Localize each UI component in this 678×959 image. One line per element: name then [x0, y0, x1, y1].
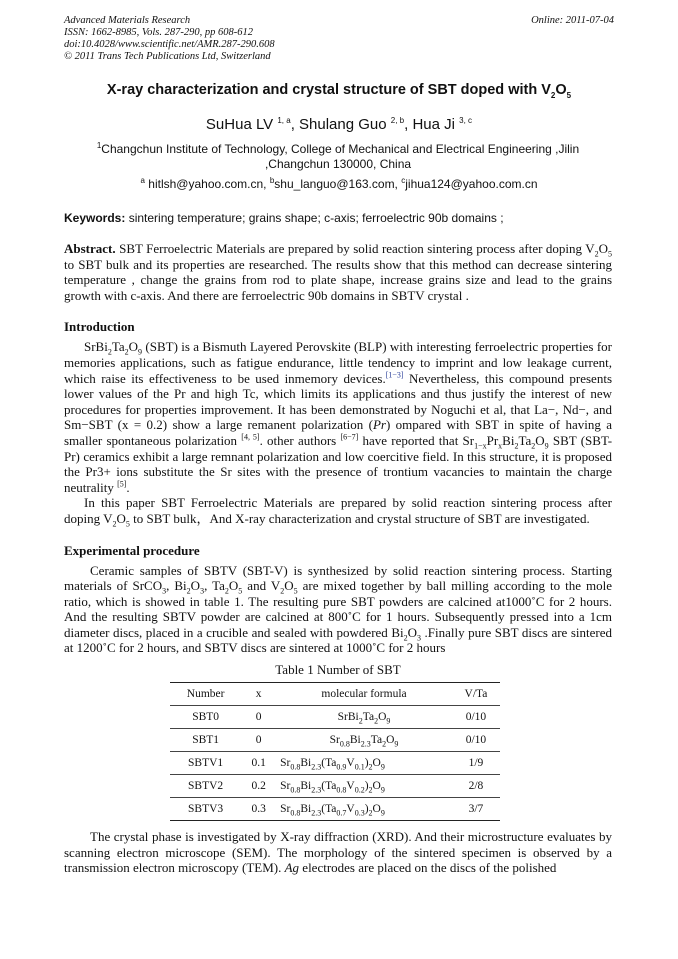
- b-text: Abstract.: [64, 241, 116, 256]
- text-run: O: [535, 432, 545, 448]
- text-run: V: [346, 803, 355, 816]
- section-heading-introduction: Introduction: [64, 319, 135, 335]
- text-run: , Shulang Guo: [290, 116, 391, 133]
- text-run: O: [555, 82, 567, 98]
- sub-text: 0.2: [354, 785, 365, 795]
- sub-text: 5: [566, 90, 572, 100]
- cell-vta: 1/9: [452, 752, 500, 775]
- sub-text: 2: [368, 762, 373, 772]
- sub-text: 0.8: [290, 762, 301, 772]
- experimental-paragraph-2: [64, 829, 612, 876]
- text-run: O: [284, 578, 294, 594]
- text-run: and V: [242, 578, 281, 594]
- sub-text: 9: [394, 739, 399, 749]
- table-row: [170, 798, 500, 821]
- text-run: Changchun Institute of Technology, College of Mechanical and Electrical Engineering ,Jilin ,Changchun 130000, China: [101, 142, 580, 171]
- text-run: have reported that Sr: [358, 432, 475, 448]
- intro-paragraph-2: [64, 495, 612, 529]
- text-run: O: [378, 711, 387, 724]
- sup-text: b: [269, 176, 275, 185]
- text-run: electrodes are placed on the discs of the polished: [299, 860, 557, 876]
- text-run: ): [364, 757, 369, 770]
- sub-text: 2: [368, 785, 373, 795]
- text-run: to SBT bulk，And X-ray characterization and crystal structure of SBT are investigated.: [129, 510, 590, 526]
- citation: [1−3]: [385, 370, 404, 380]
- text-run: The crystal phase is investigated by X-ray diffraction (XRD). And their microstructure evaluates by scanning electron microscope (SEM). The morphology of the sintered specimen is observed by a transmission electron microscopy (TEM).: [64, 829, 612, 876]
- sub-text: 2: [368, 808, 373, 818]
- sub-text: 2: [382, 739, 387, 749]
- text-run: SBT Ferroelectric Materials are prepared by solid reaction sintering process after doping V: [115, 241, 595, 256]
- sup-text: 1: [96, 141, 102, 150]
- text-run: Ta: [370, 734, 383, 747]
- text-run: O: [190, 578, 201, 594]
- col-formula: molecular formula: [276, 683, 452, 706]
- i-text: Ag: [284, 860, 300, 876]
- sub-text: 2: [550, 90, 556, 100]
- text-run: O: [116, 510, 126, 526]
- sub-text: 0.8: [290, 808, 301, 818]
- cell-number: SBTV1: [170, 752, 241, 775]
- cell-number: SBTV3: [170, 798, 241, 821]
- sub-text: 9: [138, 347, 143, 357]
- doi: doi:10.4028/www.scientific.net/AMR.287-290.608: [64, 39, 275, 50]
- text-run: SuHua LV: [205, 116, 278, 133]
- sub-text: 0.8: [339, 739, 350, 749]
- section-heading-experimental: Experimental procedure: [64, 542, 200, 558]
- cell-number: SBT0: [170, 706, 241, 729]
- text-run: shu_languo@163.com,: [274, 177, 402, 191]
- sub-text: 0.8: [336, 785, 347, 795]
- table-header-row: [170, 683, 500, 706]
- cell-formula: [276, 798, 452, 821]
- text-run: (Ta: [321, 757, 337, 770]
- text-run: Ceramic samples of SBTV (SBT-V) is synthesized by solid reaction sintering process. Starting materials of SrCO: [64, 562, 612, 594]
- text-run: Bi: [349, 734, 361, 747]
- text-run: (SBT) is a Bismuth Layered Perovskite (BLP) with interesting ferroelectric properties for memories applications, such as fatigue endurance, little tendency to imprint and low leakage current, which raise its effectiveness to be used inmemory devices.: [64, 339, 612, 386]
- sub-text: 9: [386, 716, 391, 726]
- sup-text: 1, a: [277, 116, 291, 125]
- sup-text: [5]: [117, 479, 127, 489]
- text-run: Bi: [300, 757, 312, 770]
- sub-text: 1−x: [474, 441, 487, 451]
- text-run: Bi: [300, 780, 312, 793]
- sup-text: [4, 5]: [241, 432, 260, 442]
- cell-x: 0: [241, 706, 276, 729]
- sub-text: 2: [514, 441, 519, 451]
- col-x: x: [241, 683, 276, 706]
- table-row: [170, 752, 500, 775]
- sub-text: 5: [125, 519, 130, 529]
- sup-text: 3, c: [459, 116, 473, 125]
- col-vta: V/Ta: [452, 683, 500, 706]
- sup-text: [6−7]: [340, 432, 359, 442]
- cell-vta: 0/10: [452, 706, 500, 729]
- sub-text: 2: [124, 347, 129, 357]
- sub-text: 3: [162, 586, 167, 596]
- cell-formula: [276, 729, 452, 752]
- online-date: Online: 2011-07-04: [531, 15, 614, 26]
- cell-number: SBT1: [170, 729, 241, 752]
- text-run: to SBT bulk and its properties are researched. The results show that this method can decrease sintering temperature , change the grains from rod to plate shape, increase grains size and lead to the grains growth with c-axis. And there are ferroelectric 90b domains in SBTV crystal .: [64, 256, 612, 303]
- cell-x: 0.1: [241, 752, 276, 775]
- sub-text: 3: [417, 633, 421, 643]
- text-run: ): [364, 803, 369, 816]
- text-run: Sr: [280, 803, 291, 816]
- text-run: O: [372, 780, 381, 793]
- text-run: O: [372, 803, 381, 816]
- sub-text: 2.3: [311, 808, 322, 818]
- authors: [0, 116, 678, 133]
- sub-text: 9: [380, 762, 385, 772]
- cell-x: 0: [241, 729, 276, 752]
- sub-text: 5: [238, 586, 243, 596]
- sub-text: 2: [594, 249, 599, 259]
- sub-text: 0.3: [354, 808, 365, 818]
- text-run: Ta: [362, 711, 375, 724]
- cell-number: SBTV2: [170, 775, 241, 798]
- table-caption: Table 1 Number of SBT: [275, 662, 401, 678]
- text-run: O: [128, 339, 139, 355]
- text-run: , Ta: [204, 578, 225, 594]
- sub-text: 2: [374, 716, 379, 726]
- sub-text: 0.7: [336, 808, 347, 818]
- text-run: , Hua Ji: [404, 116, 460, 133]
- text-run: (Ta: [321, 803, 337, 816]
- b-text: Keywords:: [64, 211, 126, 225]
- sub-text: 2.3: [311, 785, 322, 795]
- sub-text: 0.9: [336, 762, 347, 772]
- sub-text: 2: [358, 716, 363, 726]
- sub-text: 2: [280, 586, 285, 596]
- text-run: O: [407, 624, 417, 640]
- cell-vta: 2/8: [452, 775, 500, 798]
- text-run: Ta: [111, 339, 125, 355]
- sub-text: 2: [224, 586, 229, 596]
- copyright: © 2011 Trans Tech Publications Ltd, Switzerland: [64, 51, 271, 62]
- body-flow: [64, 241, 612, 876]
- text-run: hitlsh@yahoo.com.cn,: [144, 177, 270, 191]
- journal-header: [64, 15, 275, 63]
- journal-name: Advanced Materials Research: [64, 15, 191, 26]
- sub-text: x: [498, 441, 503, 451]
- text-run: Bi: [300, 803, 312, 816]
- text-run: SBT (SBT-Pr) ceramics exhibit a large remnant polarization and low coercitive field. In this structure, it is proposed the Pr3+ ions substitute the Sr sites with the presence of trontium vacancies to maintain the charge neutrality: [64, 432, 613, 495]
- text-run: O: [598, 241, 608, 256]
- intro-paragraph-1: [64, 339, 612, 495]
- sup-text: a: [140, 176, 145, 185]
- sub-text: 0.1: [354, 762, 365, 772]
- cell-x: 0.2: [241, 775, 276, 798]
- text-run: In this paper SBT Ferroelectric Materials are prepared by solid reaction sintering process after doping V: [64, 495, 612, 526]
- text-run: . other authors: [259, 432, 341, 448]
- sup-text: 2, b: [390, 116, 405, 125]
- text-run: V: [346, 757, 355, 770]
- table-row: [170, 775, 500, 798]
- text-run: O: [372, 757, 381, 770]
- table-row: [170, 706, 500, 729]
- table-row: [170, 729, 500, 752]
- sub-text: 5: [293, 586, 298, 596]
- sub-text: 5: [608, 249, 612, 259]
- sub-text: 9: [380, 785, 385, 795]
- sub-text: 2: [186, 586, 191, 596]
- text-run: Pr: [486, 432, 499, 448]
- sub-text: 2: [403, 633, 408, 643]
- sub-text: 9: [544, 441, 549, 451]
- sub-text: 2: [112, 519, 117, 529]
- text-run: Sr: [329, 734, 340, 747]
- text-run: .: [126, 479, 130, 495]
- text-run: O: [228, 578, 239, 594]
- text-run: sintering temperature; grains shape; c-axis; ferroelectric 90b domains ;: [125, 211, 504, 225]
- text-run: O: [386, 734, 395, 747]
- cell-formula: [276, 706, 452, 729]
- cell-x: 0.3: [241, 798, 276, 821]
- keywords: [64, 211, 504, 225]
- text-run: ): [364, 780, 369, 793]
- text-run: .Finally pure SBT discs are sintered at 1200˚C for 2 hours, and SBTV discs are sintered at 1000˚C for 2 hours: [64, 624, 612, 656]
- issn: ISSN: 1662-8985, Vols. 287-290, pp 608-612: [64, 27, 253, 38]
- sub-text: 0.8: [290, 785, 301, 795]
- text-run: (Ta: [321, 780, 337, 793]
- text-run: are mixed together by ball milling according to the mole ratio, which is showed in table 1. The resulting pure SBT powders are calcined at1000˚C for 2 hours. And the resulting SBTV powder are calcined at 800˚C for 1 hours. Subsequently pressed into a 1cm diameter discs, placed in a crucible and sealed with powdered Bi: [64, 578, 612, 640]
- text-run: , Bi: [166, 578, 187, 594]
- sup-text: c: [401, 176, 406, 185]
- text-run: Sr: [280, 780, 291, 793]
- i-text: Pr: [372, 417, 386, 433]
- text-run: V: [346, 780, 355, 793]
- text-run: SrBi: [337, 711, 359, 724]
- abstract: [64, 241, 612, 303]
- text-run: Bi: [502, 432, 515, 448]
- text-run: Sr: [280, 757, 291, 770]
- cell-formula: [276, 752, 452, 775]
- sbt-table: [170, 682, 500, 821]
- text-run: Ta: [518, 432, 532, 448]
- cell-vta: 0/10: [452, 729, 500, 752]
- sub-text: 3: [200, 586, 205, 596]
- author-emails: [0, 177, 678, 191]
- text-run: ) ompared with SBT in spite of having a smaller spontaneous polarization: [64, 417, 612, 448]
- col-number: Number: [170, 683, 241, 706]
- text-run: Nevertheless, this compound presents lower values of the Pr and high Tc, which limits its applications and thus justify the interest of new procedures for properties improvement. It has been demonstrated by Noguchi et al, that La−, Nd−, and Sm−SBT (x = 0.2) show a large remanent polarization (: [64, 370, 613, 433]
- sub-text: 2.3: [311, 762, 322, 772]
- cell-formula: [276, 775, 452, 798]
- sub-text: 2.3: [360, 739, 371, 749]
- text-run: jihua124@yahoo.com.cn: [405, 177, 538, 191]
- sub-text: 2: [531, 441, 536, 451]
- text-run: X-ray characterization and crystal structure of SBT doped with V: [106, 82, 551, 98]
- paper-title: [0, 82, 678, 98]
- text-run: SrBi: [84, 339, 108, 355]
- experimental-paragraph-1: [64, 563, 612, 657]
- cell-vta: 3/7: [452, 798, 500, 821]
- sub-text: 9: [380, 808, 385, 818]
- sub-text: 2: [107, 347, 112, 357]
- affiliation: [64, 142, 612, 172]
